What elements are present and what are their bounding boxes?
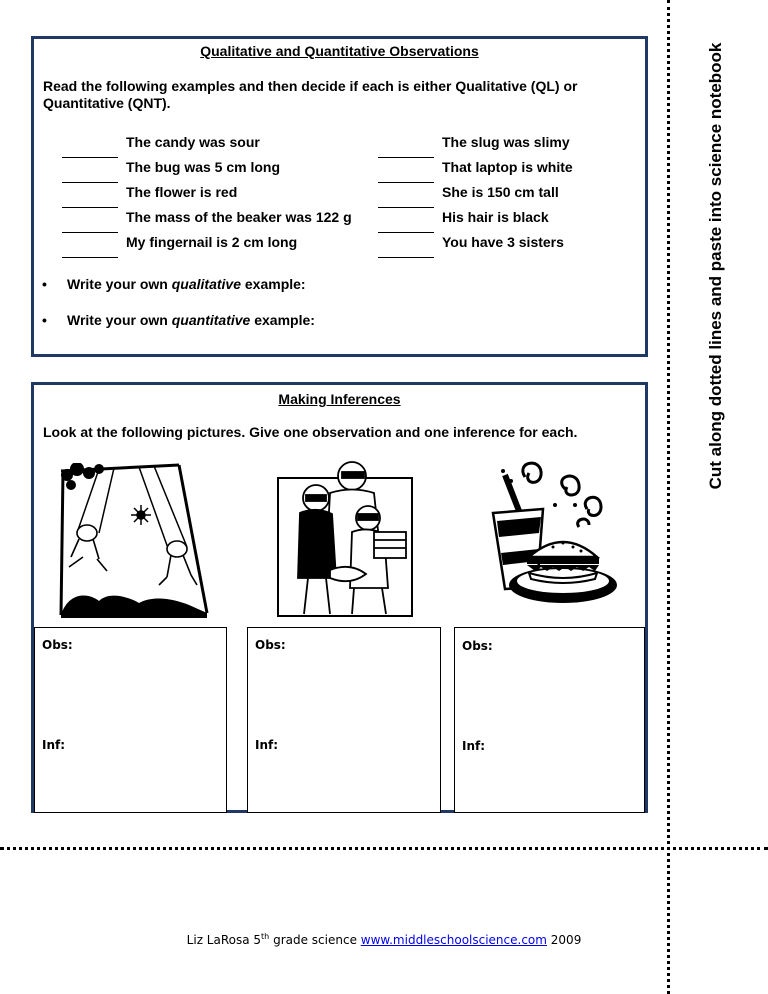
obs-label: Obs:	[255, 638, 286, 652]
answer-blank[interactable]	[62, 207, 118, 208]
list-item	[378, 209, 638, 233]
list-item	[378, 159, 638, 183]
observation-box-3[interactable]	[454, 627, 645, 813]
item-text: The flower is red	[126, 184, 238, 200]
answer-blank[interactable]	[62, 232, 118, 233]
section-instructions: Read the following examples and then decide if each is either Qualitative (QL) or Quantitative (QNT).	[43, 78, 578, 111]
item-text: His hair is black	[442, 209, 549, 225]
item-text: The slug was slimy	[442, 134, 570, 150]
section-title: Making Inferences	[278, 391, 401, 407]
item-text: You have 3 sisters	[442, 234, 564, 250]
list-item	[62, 234, 392, 258]
cut-line-vertical	[667, 0, 670, 994]
item-text: The bug was 5 cm long	[126, 159, 281, 175]
item-text: My fingernail is 2 cm long	[126, 234, 298, 250]
item-text: The candy was sour	[126, 134, 260, 150]
side-instruction: Cut along dotted lines and paste into science notebook	[706, 42, 725, 490]
footer: Liz LaRosa 5th grade science www.middleschoolscience.com 2009	[186, 932, 582, 947]
list-item	[62, 134, 392, 158]
list-item	[62, 209, 392, 233]
observation-box-2[interactable]	[247, 627, 441, 813]
cut-line-horizontal	[0, 847, 768, 850]
item-text: The mass of the beaker was 122 g	[126, 209, 352, 225]
inf-label: Inf:	[462, 739, 486, 753]
answer-blank[interactable]	[378, 157, 434, 158]
answer-blank[interactable]	[62, 182, 118, 183]
inf-label: Inf:	[255, 738, 279, 752]
obs-label: Obs:	[462, 639, 493, 653]
list-item	[378, 184, 638, 208]
qualitative-quantitative-section: Qualitative and Quantitative Observations Read the following examples and then decide if each is either Qualitative (QL) or Quantitative (QNT). The candy was sour The bug was 5 cm long The flower is red The mass of the beaker was 122 g My fingernail is 2 cm long The slug was slimy That laptop is white She is 150 cm tall His hair is black You have 3 sisters • Write your own qualitative example: • Write your own quantitative example:	[31, 36, 648, 357]
family-icon	[270, 458, 420, 618]
fastfood-icon	[467, 457, 617, 607]
answer-blank[interactable]	[62, 157, 118, 158]
making-inferences-section	[31, 382, 648, 813]
item-text: She is 150 cm tall	[442, 184, 559, 200]
list-item	[378, 134, 638, 158]
obs-label: Obs:	[42, 638, 73, 652]
answer-blank[interactable]	[378, 182, 434, 183]
footer-link[interactable]: www.middleschoolscience.com	[360, 933, 547, 947]
answer-blank[interactable]	[378, 207, 434, 208]
section-instructions: Look at the following pictures. Give one observation and one inference for each.	[43, 424, 578, 440]
answer-blank[interactable]	[378, 257, 434, 258]
answer-blank[interactable]	[378, 232, 434, 233]
swing-icon	[59, 463, 214, 618]
inf-label: Inf:	[42, 738, 66, 752]
observation-box-1[interactable]	[34, 627, 227, 813]
list-item	[62, 159, 392, 183]
item-text: That laptop is white	[442, 159, 573, 175]
section-title: Qualitative and Quantitative Observations	[200, 43, 479, 59]
list-item	[378, 234, 638, 258]
list-item	[62, 184, 392, 208]
answer-blank[interactable]	[62, 257, 118, 258]
